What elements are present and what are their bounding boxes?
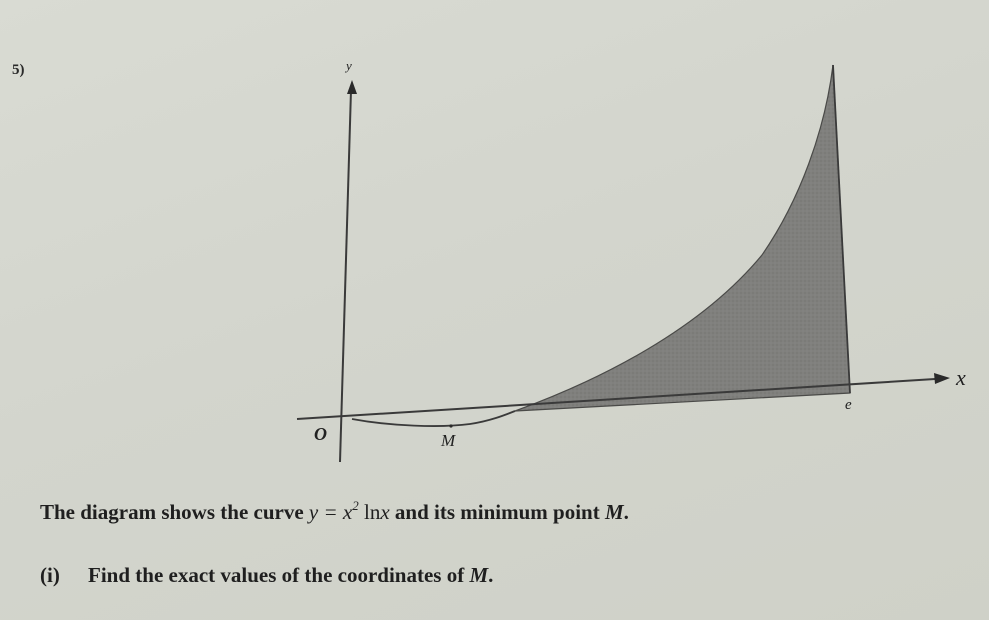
minimum-point-marker	[449, 424, 452, 427]
statement-point-name: M	[604, 500, 624, 524]
y-axis-arrow	[347, 80, 357, 94]
part-i-question: (i) Find the exact values of the coordinates of M.	[40, 563, 494, 587]
part-i-point-name: M	[469, 563, 489, 587]
curve-equation: $y = x^2$ lnx	[308, 498, 390, 524]
part-i-text: Find the exact values of the coordinates of	[88, 563, 465, 587]
question-number: 5)	[12, 62, 25, 78]
y-axis-label: y	[346, 58, 352, 73]
origin-label: O	[314, 424, 327, 444]
minimum-point-label: M	[441, 431, 456, 450]
statement-text-start: The diagram shows the curve	[40, 500, 304, 524]
question-statement: The diagram shows the curve $y = x^2$ lnx and its minimum point M.	[40, 498, 629, 524]
shaded-region	[515, 65, 850, 411]
x-axis-arrow	[934, 373, 950, 384]
part-i-label: (i)	[40, 563, 60, 587]
e-label: e	[845, 397, 852, 413]
y-axis	[340, 90, 351, 462]
statement-text-end: and its minimum point	[394, 500, 600, 524]
x-axis-label: x	[956, 365, 966, 390]
